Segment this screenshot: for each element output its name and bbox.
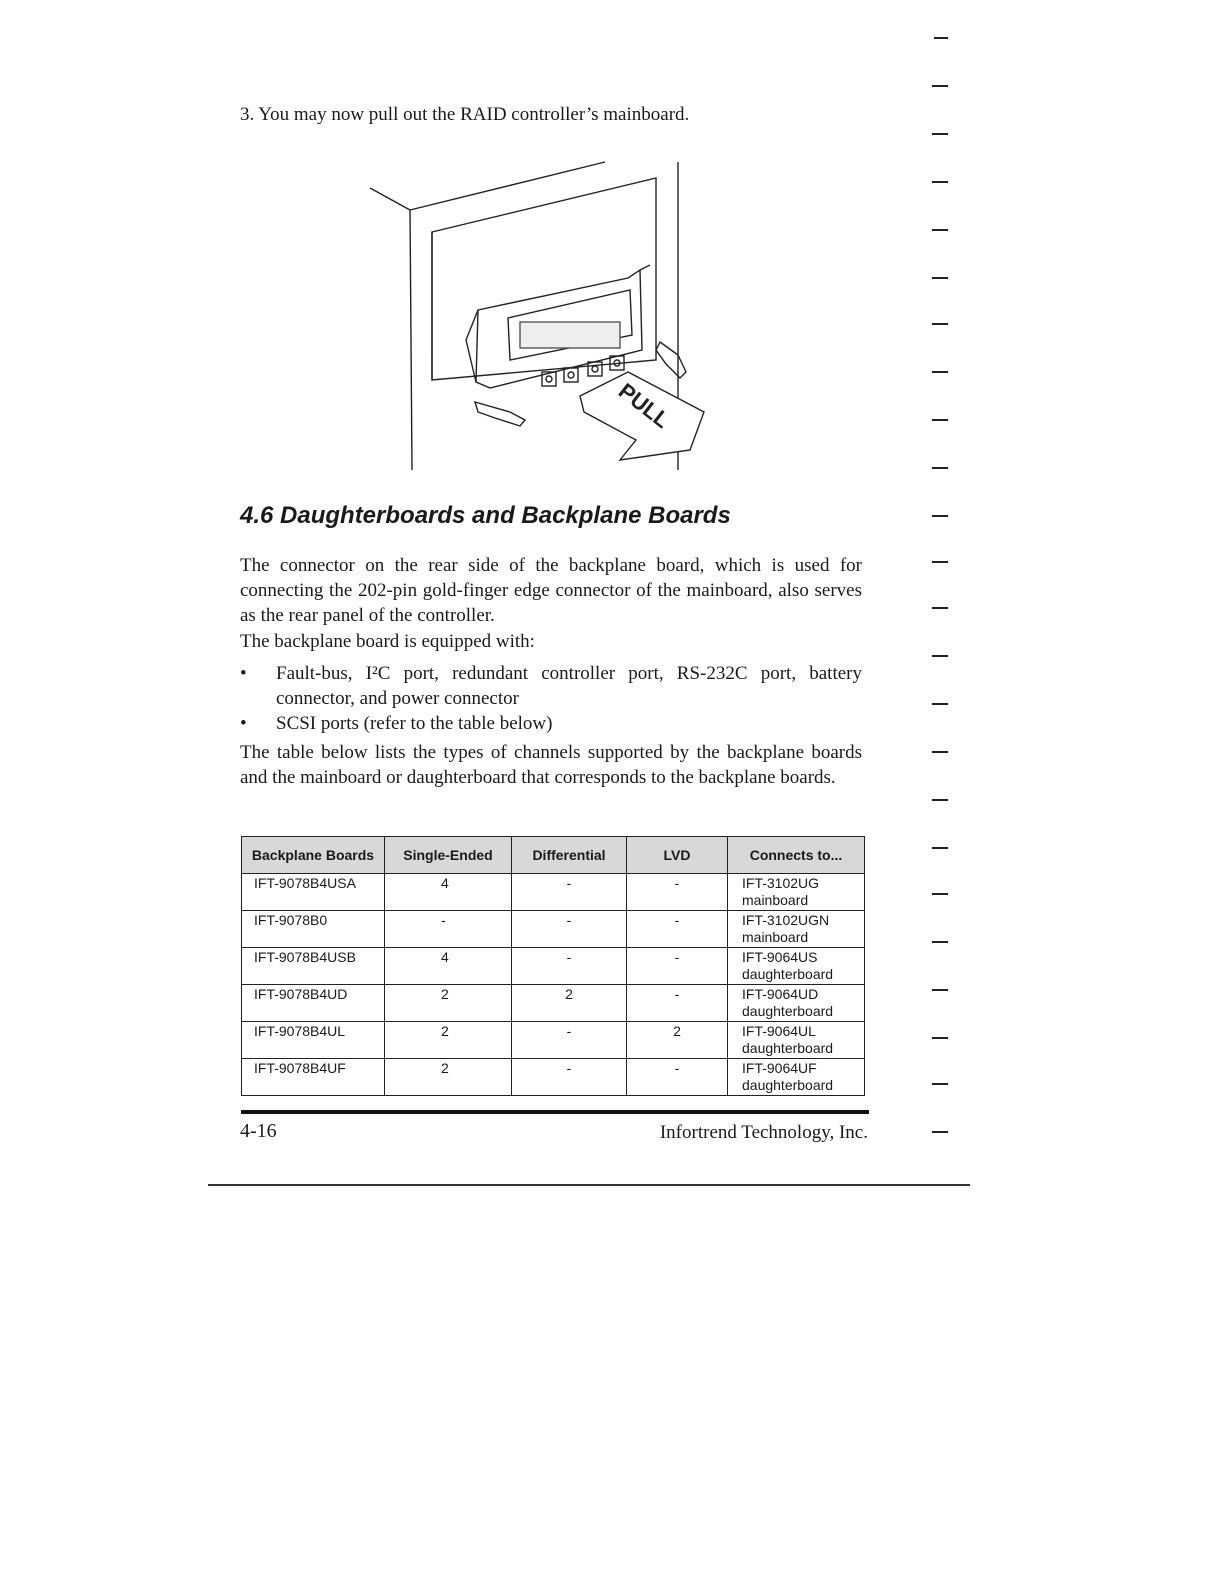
cell-board: IFT-9078B4USA xyxy=(242,874,385,911)
paragraph-table-intro: The table below lists the types of channels supported by the backplane boards and the mainboard or daughterboard that corresponds to the backplane boards. xyxy=(240,742,862,788)
pull-label: PULL xyxy=(613,378,675,434)
table-row xyxy=(242,948,865,985)
cell-single-ended: 4 xyxy=(385,874,512,911)
pull-mainboard-illustration xyxy=(360,150,720,480)
cell-differential: - xyxy=(512,911,627,948)
table-row xyxy=(242,1022,865,1059)
list-item: • Fault-bus, I²C port, redundant controller port, RS-232C port, battery connector, and power connector xyxy=(240,663,862,709)
cell-differential: - xyxy=(512,1059,627,1096)
cell-board: IFT-9078B4UD xyxy=(242,985,385,1022)
cell-single-ended: - xyxy=(385,911,512,948)
cell-board: IFT-9078B0 xyxy=(242,911,385,948)
table-row xyxy=(242,985,865,1022)
feature-list xyxy=(240,661,862,736)
cell-lvd: - xyxy=(627,874,728,911)
cell-differential: - xyxy=(512,1022,627,1059)
cell-lvd: - xyxy=(627,911,728,948)
header-lvd: LVD xyxy=(627,837,728,874)
bullet-glyph: • xyxy=(240,713,247,734)
list-item: • SCSI ports (refer to the table below) xyxy=(240,713,553,734)
backplane-table xyxy=(241,836,865,1096)
cell-board: IFT-9078B4UF xyxy=(242,1059,385,1096)
cell-connects-to: IFT-3102UGN mainboard xyxy=(728,911,865,948)
cell-board: IFT-9078B4USB xyxy=(242,948,385,985)
cell-differential: - xyxy=(512,948,627,985)
paragraph-equipped: The backplane board is equipped with: xyxy=(240,631,535,652)
cell-lvd: 2 xyxy=(627,1022,728,1059)
cell-differential: 2 xyxy=(512,985,627,1022)
header-single-ended: Single-Ended xyxy=(385,837,512,874)
page-number: 4-16 xyxy=(240,1120,277,1142)
table-row xyxy=(242,911,865,948)
header-differential: Differential xyxy=(512,837,627,874)
cell-connects-to: IFT-9064UD daughterboard xyxy=(728,985,865,1022)
scan-edge-line xyxy=(208,1184,970,1186)
cell-lvd: - xyxy=(627,1059,728,1096)
table-header-row xyxy=(242,837,865,874)
cell-lvd: - xyxy=(627,948,728,985)
cell-connects-to: IFT-9064UF daughterboard xyxy=(728,1059,865,1096)
section-heading: 4.6 Daughterboards and Backplane Boards xyxy=(240,502,731,529)
table-row xyxy=(242,874,865,911)
cell-connects-to: IFT-3102UG mainboard xyxy=(728,874,865,911)
table-row xyxy=(242,1059,865,1096)
cell-differential: - xyxy=(512,874,627,911)
bullet-glyph: • xyxy=(240,663,247,684)
header-connects-to: Connects to... xyxy=(728,837,865,874)
paragraph-connector: The connector on the rear side of the backplane board, which is used for connecting the 202-pin gold-finger edge connector of the mainboard, also serves as the rear panel of the controller. xyxy=(240,555,862,626)
footer-company: Infortrend Technology, Inc. xyxy=(659,1122,868,1143)
cell-single-ended: 2 xyxy=(385,985,512,1022)
cell-connects-to: IFT-9064US daughterboard xyxy=(728,948,865,985)
cell-single-ended: 2 xyxy=(385,1022,512,1059)
cell-connects-to: IFT-9064UL daughterboard xyxy=(728,1022,865,1059)
header-backplane-boards: Backplane Boards xyxy=(242,837,385,874)
cell-single-ended: 4 xyxy=(385,948,512,985)
footer-rule xyxy=(241,1110,869,1114)
cell-lvd: - xyxy=(627,985,728,1022)
step-3-text: 3. You may now pull out the RAID controller’s mainboard. xyxy=(240,104,690,125)
cell-single-ended: 2 xyxy=(385,1059,512,1096)
binding-tick-marks xyxy=(926,0,966,1150)
cell-board: IFT-9078B4UL xyxy=(242,1022,385,1059)
